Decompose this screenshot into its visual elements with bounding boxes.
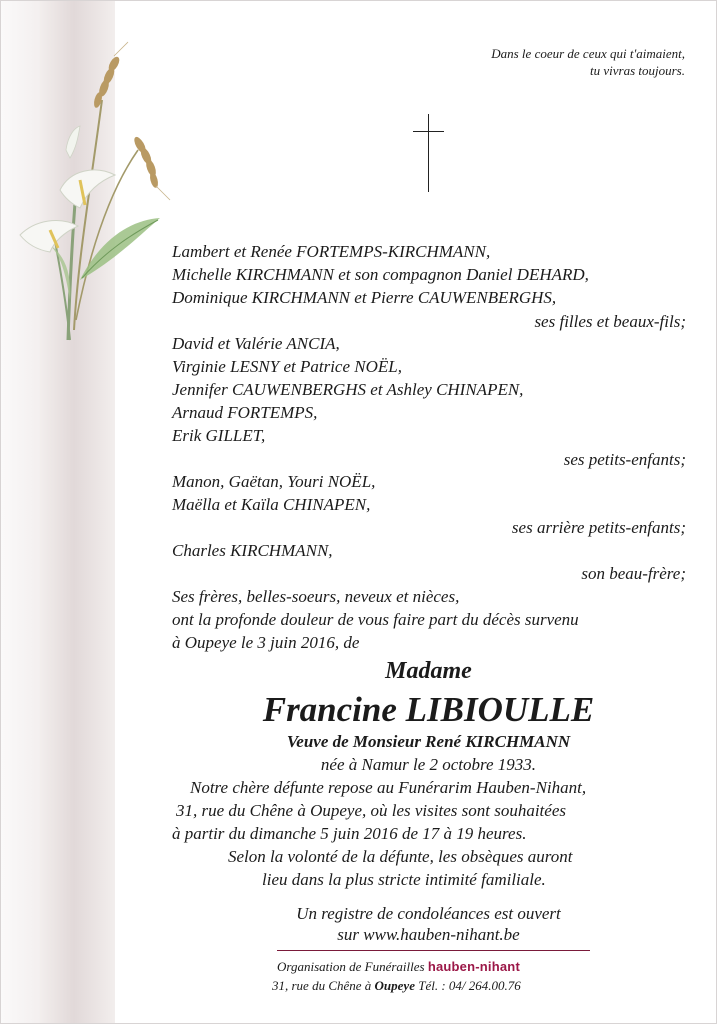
quote-line-1: Dans le coeur de ceux qui t'aimaient, <box>491 46 685 61</box>
footer-address <box>272 977 521 995</box>
family-role: ses filles et beaux-fils; <box>534 312 686 331</box>
footer-town: Oupeye <box>374 978 415 993</box>
footer-organisation <box>277 958 520 976</box>
family-line: Michelle KIRCHMANN et son compagnon Daniel DEHARD, <box>172 265 589 284</box>
deceased-spouse: Veuve de Monsieur René KIRCHMANN <box>286 732 571 751</box>
calla-lily-wheat-illustration <box>10 40 180 350</box>
footer-street: 31, rue du Chêne à <box>272 978 372 993</box>
announcement-line: ont la profonde douleur de vous faire part du décès survenu <box>172 610 579 629</box>
brand-logo: hauben-nihant <box>427 959 520 974</box>
family-line: Charles KIRCHMANN, <box>172 541 333 560</box>
family-line: David et Valérie ANCIA, <box>172 334 340 353</box>
register-line-1: Un registre de condoléances est ouvert <box>296 904 561 923</box>
family-line: Lambert et Renée FORTEMPS-KIRCHMANN, <box>172 242 491 261</box>
register-link[interactable]: sur www.hauben-nihant.be <box>337 925 520 944</box>
detail-line: Selon la volonté de la défunte, les obsèques auront <box>228 847 573 866</box>
announcement-line: à Oupeye le 3 juin 2016, de <box>172 633 360 652</box>
footer-divider <box>277 950 590 951</box>
footer-org-prefix: Organisation de Funérailles <box>277 959 425 974</box>
detail-line: à partir du dimanche 5 juin 2016 de 17 à 19 heures. <box>172 824 527 843</box>
deceased-title: Madame <box>385 658 472 684</box>
footer-phone: Tél. : 04/ 264.00.76 <box>418 978 521 993</box>
detail-line: Notre chère défunte repose au Funérarim Hauben-Nihant, <box>190 778 587 797</box>
family-line: Virginie LESNY et Patrice NOËL, <box>172 357 402 376</box>
family-role: ses arrière petits-enfants; <box>511 518 686 537</box>
deceased-birth: née à Namur le 2 octobre 1933. <box>320 755 537 774</box>
family-line: Maëlla et Kaïla CHINAPEN, <box>172 495 371 514</box>
family-role: ses petits-enfants; <box>563 450 686 469</box>
family-line: Jennifer CAUWENBERGHS et Ashley CHINAPEN, <box>172 380 524 399</box>
announcement-line: Ses frères, belles-soeurs, neveux et nièces, <box>172 587 460 606</box>
detail-line: lieu dans la plus stricte intimité familiale. <box>262 870 546 889</box>
family-line: Erik GILLET, <box>172 426 266 445</box>
family-line: Manon, Gaëtan, Youri NOËL, <box>172 472 376 491</box>
detail-line: 31, rue du Chêne à Oupeye, où les visites sont souhaitées <box>176 801 566 820</box>
family-line: Arnaud FORTEMPS, <box>172 403 318 422</box>
quote-line-2: tu vivras toujours. <box>590 63 685 78</box>
family-role: son beau-frère; <box>581 564 686 583</box>
family-line: Dominique KIRCHMANN et Pierre CAUWENBERGHS, <box>172 288 557 307</box>
deceased-name: Francine LIBIOULLE <box>262 690 595 729</box>
